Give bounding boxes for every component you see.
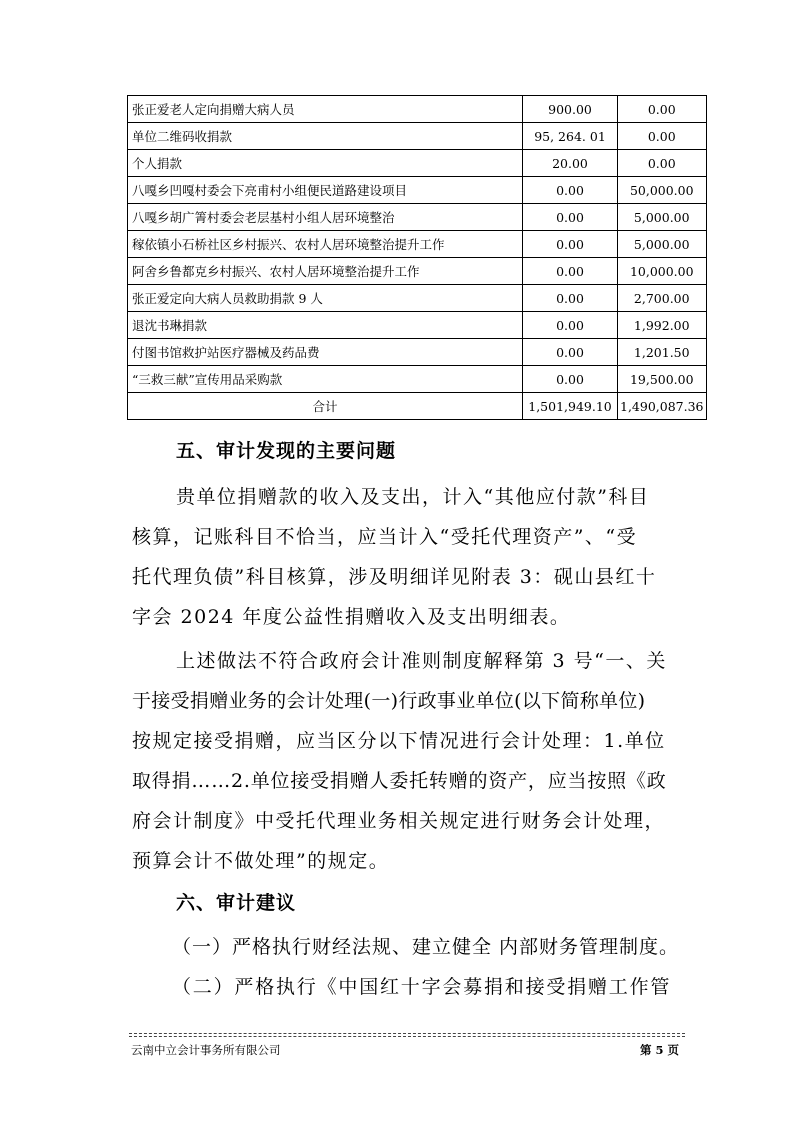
expense-cell: 0.00: [618, 96, 707, 123]
recommendation-1: （一）严格执行财经法规、建立健全 内部财务管理制度。: [172, 936, 680, 958]
para-line: 核算，记账科目不恰当，应当计入“受托代理资产”、“受: [132, 526, 638, 548]
income-cell: 0.00: [523, 177, 618, 204]
table-row: [128, 339, 707, 366]
expense-cell: 10,000.00: [618, 258, 707, 285]
expense-cell: 2,700.00: [618, 285, 707, 312]
section-5-heading: 五、审计发现的主要问题: [176, 440, 397, 462]
item-name-cell: 付图书馆救护站医疗器械及药品费: [128, 339, 523, 366]
section-6-heading: 六、审计建议: [176, 892, 297, 914]
item-name-cell: 阿舍乡鲁都克乡村振兴、农村人居环境整治提升工作: [128, 258, 523, 285]
table-row: [128, 231, 707, 258]
total-expense-cell: 1,490,087.36: [618, 393, 707, 420]
expense-cell: 19,500.00: [618, 366, 707, 393]
page-number: 第 5 页: [639, 1043, 679, 1057]
item-name-cell: 八嘎乡胡广箐村委会老层基村小组人居环境整治: [128, 204, 523, 231]
item-name-cell: 张正爱定向大病人员救助捐款 9 人: [128, 285, 523, 312]
expense-cell: 5,000.00: [618, 204, 707, 231]
total-label-cell: 合计: [128, 393, 523, 420]
income-cell: 0.00: [523, 231, 618, 258]
item-name-cell: 八嘎乡凹嘎村委会下亮甫村小组便民道路建设项目: [128, 177, 523, 204]
expense-cell: 0.00: [618, 150, 707, 177]
table-row: [128, 177, 707, 204]
para-line: 预算会计不做处理”的规定。: [132, 850, 390, 872]
item-name-cell: “三救三献”宣传用品采购款: [128, 366, 523, 393]
footer-divider: [129, 1036, 685, 1037]
item-name-cell: 个人捐款: [128, 150, 523, 177]
item-name-cell: 稼依镇小石桥社区乡村振兴、农村人居环境整治提升工作: [128, 231, 523, 258]
item-name-cell: 张正爱老人定向捐赠大病人员: [128, 96, 523, 123]
income-cell: 0.00: [523, 285, 618, 312]
para-line: 字会 2024 年度公益性捐赠收入及支出明细表。: [132, 606, 571, 628]
footer-divider: [129, 1033, 685, 1034]
donation-table-body: [128, 96, 707, 420]
para-line: 托代理负债”科目核算，涉及明细详见附表 3：砚山县红十: [132, 566, 657, 588]
income-cell: 0.00: [523, 366, 618, 393]
item-name-cell: 单位二维码收捐款: [128, 123, 523, 150]
table-row: [128, 96, 707, 123]
para-line: 按规定接受捐赠，应当区分以下情况进行会计处理：1.单位: [132, 730, 666, 752]
total-row: [128, 393, 707, 420]
income-cell: 0.00: [523, 312, 618, 339]
income-cell: 0.00: [523, 258, 618, 285]
para-line: 于接受捐赠业务的会计处理(一)行政事业单位(以下简称单位): [132, 690, 646, 712]
income-cell: 20.00: [523, 150, 618, 177]
recommendation-2: （二）严格执行《中国红十字会募捐和接受捐赠工作管: [172, 976, 672, 998]
table-row: [128, 150, 707, 177]
expense-cell: 1,201.50: [618, 339, 707, 366]
page-footer: [131, 1042, 679, 1058]
table-row: [128, 366, 707, 393]
para-line: 上述做法不符合政府会计准则制度解释第 3 号“一、关: [176, 650, 667, 672]
total-income-cell: 1,501,949.10: [523, 393, 618, 420]
table-row: [128, 258, 707, 285]
income-cell: 95, 264. 01: [523, 123, 618, 150]
para-line: 府会计制度》中受托代理业务相关规定进行财务会计处理，: [132, 810, 666, 832]
expense-cell: 5,000.00: [618, 231, 707, 258]
item-name-cell: 退沈书琳捐款: [128, 312, 523, 339]
para-line: 取得捐……2.单位接受捐赠人委托转赠的资产，应当按照《政: [132, 770, 667, 792]
expense-cell: 0.00: [618, 123, 707, 150]
donation-table: [127, 95, 707, 420]
table-row: [128, 285, 707, 312]
para-line: 贵单位捐赠款的收入及支出，计入“其他应付款”科目: [176, 486, 650, 508]
income-cell: 900.00: [523, 96, 618, 123]
expense-cell: 1,992.00: [618, 312, 707, 339]
table-row: [128, 312, 707, 339]
income-cell: 0.00: [523, 204, 618, 231]
expense-cell: 50,000.00: [618, 177, 707, 204]
footer-company: 云南中立会计事务所有限公司: [131, 1043, 281, 1057]
income-cell: 0.00: [523, 339, 618, 366]
table-row: [128, 123, 707, 150]
table-row: [128, 204, 707, 231]
